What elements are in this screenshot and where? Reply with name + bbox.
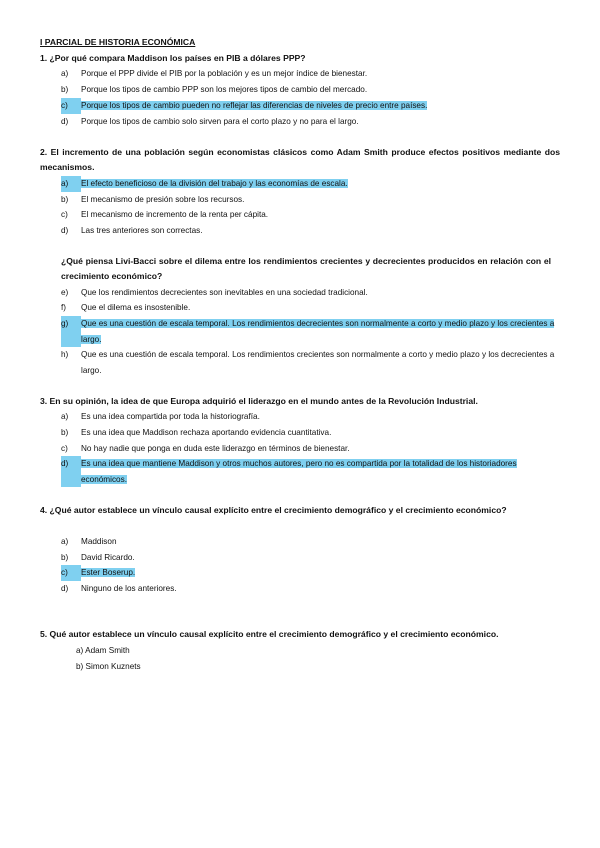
option-text: Maddison bbox=[81, 537, 117, 546]
question-4: 4. ¿Qué autor establece un vínculo causal explícito entre el crecimiento demográfico y el crecimiento económico? bbox=[40, 505, 507, 515]
q1-option-a bbox=[61, 66, 561, 82]
q2-option-e bbox=[61, 285, 561, 301]
option-text: a) Adam Smith bbox=[76, 646, 130, 655]
option-letter: b) bbox=[61, 428, 69, 437]
option-text: Porque los tipos de cambio PPP son los mejores tipos de cambio del mercado. bbox=[81, 85, 368, 94]
option-text: El mecanismo de incremento de la renta per cápita. bbox=[81, 210, 269, 219]
option-text: Las tres anteriores son correctas. bbox=[81, 226, 203, 235]
q2-option-g bbox=[61, 316, 561, 347]
option-letter: c) bbox=[61, 210, 68, 219]
q2-option-b bbox=[61, 192, 561, 208]
question-2-sub: ¿Qué piensa Livi-Bacci sobre el dilema entre los rendimientos crecientes y decrecientes producidos en relación con el crecimiento económico? bbox=[61, 256, 551, 281]
q1-option-d bbox=[61, 114, 561, 130]
option-letter: a) bbox=[61, 412, 69, 421]
option-text: Ninguno de los anteriores. bbox=[81, 584, 177, 593]
highlighted-answer: Es una idea que mantiene Maddison y otros muchos autores, pero no es compartida por la totalidad de los historiadores económicos. bbox=[81, 459, 517, 484]
highlighted-answer: Que es una cuestión de escala temporal. Los rendimientos decrecientes son normalmente a corto y medio plazo y los crecientes a largo. bbox=[81, 319, 555, 344]
option-letter: c) bbox=[61, 444, 68, 453]
q3-option-a bbox=[61, 409, 561, 425]
option-text: b) Simon Kuznets bbox=[76, 662, 141, 671]
q3-option-d bbox=[61, 456, 561, 487]
option-letter: b) bbox=[61, 85, 69, 94]
option-letter: e) bbox=[61, 288, 69, 297]
option-letter: b) bbox=[61, 553, 69, 562]
option-text: Que el dilema es insostenible. bbox=[81, 303, 191, 312]
option-text: Porque los tipos de cambio solo sirven para el corto plazo y no para el largo. bbox=[81, 117, 359, 126]
q2-option-h bbox=[61, 347, 561, 378]
option-letter: c) bbox=[61, 565, 81, 581]
q1-option-b bbox=[61, 82, 561, 98]
exam-title: I PARCIAL DE HISTORIA ECONÓMICA bbox=[40, 37, 196, 47]
option-letter: a) bbox=[61, 69, 69, 78]
q4-option-a bbox=[61, 534, 561, 550]
option-text: Que los rendimientos decrecientes son inevitables en una sociedad tradicional. bbox=[81, 288, 368, 297]
highlighted-answer: El efecto beneficioso de la división del trabajo y las economías de escala. bbox=[81, 179, 348, 188]
q2-option-c bbox=[61, 207, 561, 223]
q2-option-f bbox=[61, 300, 561, 316]
highlighted-answer: Ester Boserup. bbox=[81, 568, 136, 577]
option-letter: f) bbox=[61, 303, 67, 312]
option-text: El mecanismo de presión sobre los recursos. bbox=[81, 195, 245, 204]
q2-option-a bbox=[61, 176, 561, 192]
q4-option-d bbox=[61, 581, 561, 597]
option-text: David Ricardo. bbox=[81, 553, 135, 562]
option-text: Que es una cuestión de escala temporal. Los rendimientos crecientes son normalmente a corto y medio plazo y los decrecientes a largo. bbox=[81, 350, 555, 375]
question-2: 2. El incremento de una población según economistas clásicos como Adam Smith produce efectos positivos mediante dos mecanismos. bbox=[40, 147, 560, 172]
q3-option-c bbox=[61, 441, 561, 457]
q4-option-c bbox=[61, 565, 561, 581]
q5-option-b bbox=[76, 659, 576, 675]
question-5: 5. Qué autor establece un vínculo causal explícito entre el crecimiento demográfico y el crecimiento económico. bbox=[40, 629, 499, 639]
option-text: Es una idea compartida por toda la historiografía. bbox=[81, 412, 260, 421]
option-letter: a) bbox=[61, 537, 69, 546]
question-3: 3. En su opinión, la idea de que Europa adquirió el liderazgo en el mundo antes de la Revolución Industrial. bbox=[40, 396, 478, 406]
q1-option-c bbox=[61, 98, 561, 114]
option-letter: d) bbox=[61, 584, 69, 593]
option-text: Es una idea que Maddison rechaza aportando evidencia cuantitativa. bbox=[81, 428, 332, 437]
q3-option-b bbox=[61, 425, 561, 441]
highlighted-answer: Porque los tipos de cambio pueden no reflejar las diferencias de niveles de precio entre países. bbox=[81, 101, 428, 110]
option-letter: a) bbox=[61, 176, 81, 192]
option-letter: d) bbox=[61, 226, 69, 235]
question-1: 1. ¿Por qué compara Maddison los países en PIB a dólares PPP? bbox=[40, 53, 306, 63]
q2-option-d bbox=[61, 223, 561, 239]
q5-option-a bbox=[76, 643, 576, 659]
option-letter: c) bbox=[61, 98, 81, 114]
option-letter: d) bbox=[61, 456, 81, 487]
option-letter: d) bbox=[61, 117, 69, 126]
option-text: No hay nadie que ponga en duda este liderazgo en términos de bienestar. bbox=[81, 444, 350, 453]
option-letter: g) bbox=[61, 316, 81, 347]
option-letter: b) bbox=[61, 195, 69, 204]
option-letter: h) bbox=[61, 350, 69, 359]
q4-option-b bbox=[61, 550, 561, 566]
option-text: Porque el PPP divide el PIB por la población y es un mejor índice de bienestar. bbox=[81, 69, 368, 78]
